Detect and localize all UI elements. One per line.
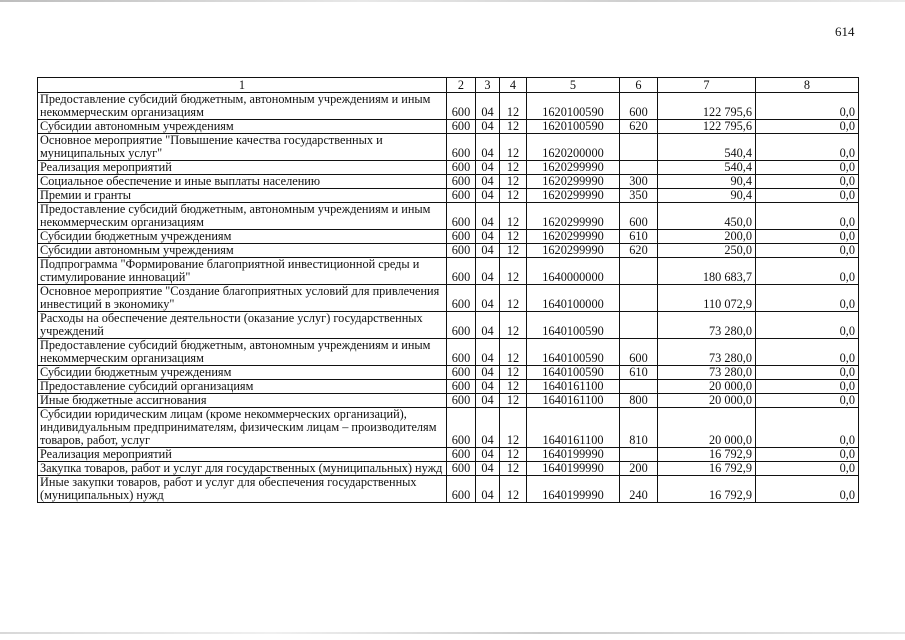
- cell-col4: 12: [500, 120, 527, 134]
- cell-amount: 90,4: [658, 189, 756, 203]
- cell-col4: 12: [500, 312, 527, 339]
- cell-target-code: 1620299990: [527, 230, 620, 244]
- cell-col3: 04: [476, 448, 500, 462]
- table-row: [38, 120, 859, 134]
- cell-col3: 04: [476, 203, 500, 230]
- cell-amount: 250,0: [658, 244, 756, 258]
- cell-amount: 16 792,9: [658, 476, 756, 503]
- cell-item-name: Основное мероприятие "Создание благоприятных условий для привлечения инвестиций в экономику": [38, 285, 447, 312]
- cell-expense-type: 800: [620, 394, 658, 408]
- cell-col2: 600: [447, 339, 476, 366]
- table-row: [38, 339, 859, 366]
- table-row: [38, 244, 859, 258]
- cell-item-name: Предоставление субсидий бюджетным, автономным учреждениям и иным некоммерческим организациям: [38, 93, 447, 120]
- page-number: 614: [835, 24, 855, 39]
- table-row: [38, 394, 859, 408]
- cell-col4: 12: [500, 285, 527, 312]
- cell-col8: 0,0: [756, 175, 859, 189]
- cell-col8: 0,0: [756, 476, 859, 503]
- cell-expense-type: 610: [620, 366, 658, 380]
- cell-col8: 0,0: [756, 408, 859, 448]
- table-row: [38, 230, 859, 244]
- cell-item-name: Субсидии автономным учреждениям: [38, 120, 447, 134]
- cell-col2: 600: [447, 366, 476, 380]
- header-cell: 2: [447, 78, 476, 93]
- cell-col3: 04: [476, 93, 500, 120]
- cell-col4: 12: [500, 339, 527, 366]
- cell-expense-type: [620, 448, 658, 462]
- cell-col2: 600: [447, 408, 476, 448]
- cell-col2: 600: [447, 175, 476, 189]
- cell-item-name: Предоставление субсидий бюджетным, автономным учреждениям и иным некоммерческим организациям: [38, 339, 447, 366]
- cell-col2: 600: [447, 203, 476, 230]
- cell-col2: 600: [447, 189, 476, 203]
- cell-item-name: Иные закупки товаров, работ и услуг для обеспечения государственных (муниципальных) нужд: [38, 476, 447, 503]
- cell-col8: 0,0: [756, 161, 859, 175]
- cell-expense-type: 600: [620, 203, 658, 230]
- cell-amount: 73 280,0: [658, 339, 756, 366]
- scan-edge-top: [0, 0, 905, 2]
- cell-expense-type: [620, 285, 658, 312]
- cell-col2: 600: [447, 476, 476, 503]
- cell-col4: 12: [500, 462, 527, 476]
- table-row: [38, 203, 859, 230]
- table-row: [38, 408, 859, 448]
- cell-col3: 04: [476, 366, 500, 380]
- header-cell: 3: [476, 78, 500, 93]
- cell-item-name: Закупка товаров, работ и услуг для государственных (муниципальных) нужд: [38, 462, 447, 476]
- cell-amount: 180 683,7: [658, 258, 756, 285]
- cell-expense-type: 350: [620, 189, 658, 203]
- cell-col4: 12: [500, 189, 527, 203]
- cell-col2: 600: [447, 161, 476, 175]
- cell-col4: 12: [500, 366, 527, 380]
- cell-target-code: 1620299990: [527, 189, 620, 203]
- cell-col3: 04: [476, 394, 500, 408]
- cell-expense-type: 810: [620, 408, 658, 448]
- cell-target-code: 1620100590: [527, 93, 620, 120]
- cell-item-name: Субсидии юридическим лицам (кроме некоммерческих организаций), индивидуальным предпринимателям, физическим лицам – производителям товаров, работ, услуг: [38, 408, 447, 448]
- cell-expense-type: 620: [620, 120, 658, 134]
- cell-col3: 04: [476, 175, 500, 189]
- cell-col4: 12: [500, 203, 527, 230]
- cell-col4: 12: [500, 134, 527, 161]
- header-cell: 6: [620, 78, 658, 93]
- header-cell: 7: [658, 78, 756, 93]
- table-row: [38, 366, 859, 380]
- cell-target-code: 1640199990: [527, 448, 620, 462]
- cell-col2: 600: [447, 134, 476, 161]
- cell-target-code: 1620299990: [527, 244, 620, 258]
- cell-col8: 0,0: [756, 258, 859, 285]
- table-row: [38, 462, 859, 476]
- cell-col2: 600: [447, 394, 476, 408]
- budget-table-body: [38, 78, 859, 503]
- table-row: [38, 161, 859, 175]
- cell-target-code: 1620200000: [527, 134, 620, 161]
- cell-col2: 600: [447, 312, 476, 339]
- cell-item-name: Субсидии бюджетным учреждениям: [38, 366, 447, 380]
- table-row: [38, 93, 859, 120]
- cell-item-name: Социальное обеспечение и иные выплаты населению: [38, 175, 447, 189]
- cell-col8: 0,0: [756, 203, 859, 230]
- cell-col2: 600: [447, 120, 476, 134]
- cell-expense-type: 240: [620, 476, 658, 503]
- cell-col8: 0,0: [756, 312, 859, 339]
- cell-amount: 20 000,0: [658, 408, 756, 448]
- cell-target-code: 1640000000: [527, 258, 620, 285]
- table-row: [38, 476, 859, 503]
- cell-expense-type: 610: [620, 230, 658, 244]
- table-row: [38, 285, 859, 312]
- header-cell: 8: [756, 78, 859, 93]
- cell-target-code: 1620100590: [527, 120, 620, 134]
- cell-amount: 450,0: [658, 203, 756, 230]
- cell-col4: 12: [500, 230, 527, 244]
- cell-col3: 04: [476, 258, 500, 285]
- cell-item-name: Субсидии автономным учреждениям: [38, 244, 447, 258]
- header-cell: 5: [527, 78, 620, 93]
- cell-col2: 600: [447, 380, 476, 394]
- cell-col2: 600: [447, 230, 476, 244]
- cell-col8: 0,0: [756, 120, 859, 134]
- cell-expense-type: [620, 380, 658, 394]
- cell-expense-type: [620, 258, 658, 285]
- cell-amount: 110 072,9: [658, 285, 756, 312]
- cell-col4: 12: [500, 394, 527, 408]
- cell-col8: 0,0: [756, 462, 859, 476]
- cell-col8: 0,0: [756, 394, 859, 408]
- cell-item-name: Премии и гранты: [38, 189, 447, 203]
- cell-item-name: Реализация мероприятий: [38, 448, 447, 462]
- cell-expense-type: 620: [620, 244, 658, 258]
- cell-col4: 12: [500, 476, 527, 503]
- cell-col4: 12: [500, 380, 527, 394]
- cell-col8: 0,0: [756, 285, 859, 312]
- cell-col8: 0,0: [756, 134, 859, 161]
- cell-item-name: Подпрограмма "Формирование благоприятной инвестиционной среды и стимулирование инноваций": [38, 258, 447, 285]
- cell-amount: 73 280,0: [658, 366, 756, 380]
- scan-edge-bottom: [0, 632, 905, 634]
- cell-amount: 122 795,6: [658, 120, 756, 134]
- cell-amount: 122 795,6: [658, 93, 756, 120]
- cell-col3: 04: [476, 134, 500, 161]
- cell-col8: 0,0: [756, 380, 859, 394]
- cell-col4: 12: [500, 258, 527, 285]
- cell-target-code: 1620299990: [527, 175, 620, 189]
- cell-col3: 04: [476, 285, 500, 312]
- table-row: [38, 312, 859, 339]
- cell-item-name: Предоставление субсидий организациям: [38, 380, 447, 394]
- cell-col2: 600: [447, 285, 476, 312]
- cell-target-code: 1640161100: [527, 394, 620, 408]
- cell-expense-type: [620, 161, 658, 175]
- budget-table: [37, 77, 859, 503]
- cell-col4: 12: [500, 175, 527, 189]
- cell-amount: 540,4: [658, 134, 756, 161]
- cell-col3: 04: [476, 339, 500, 366]
- table-row: [38, 189, 859, 203]
- cell-col4: 12: [500, 161, 527, 175]
- cell-expense-type: 200: [620, 462, 658, 476]
- cell-amount: 16 792,9: [658, 448, 756, 462]
- cell-col8: 0,0: [756, 230, 859, 244]
- cell-col8: 0,0: [756, 366, 859, 380]
- cell-col8: 0,0: [756, 189, 859, 203]
- cell-target-code: 1620299990: [527, 161, 620, 175]
- cell-target-code: 1640161100: [527, 380, 620, 394]
- cell-amount: 16 792,9: [658, 462, 756, 476]
- cell-col4: 12: [500, 448, 527, 462]
- cell-target-code: 1640100590: [527, 366, 620, 380]
- cell-col4: 12: [500, 244, 527, 258]
- cell-col4: 12: [500, 408, 527, 448]
- cell-amount: 200,0: [658, 230, 756, 244]
- table-header-row: [38, 78, 859, 93]
- cell-col3: 04: [476, 408, 500, 448]
- cell-col8: 0,0: [756, 339, 859, 366]
- cell-amount: 20 000,0: [658, 380, 756, 394]
- cell-amount: 540,4: [658, 161, 756, 175]
- cell-col3: 04: [476, 476, 500, 503]
- cell-expense-type: 600: [620, 339, 658, 366]
- cell-target-code: 1640199990: [527, 476, 620, 503]
- cell-item-name: Основное мероприятие "Повышение качества государственных и муниципальных услуг": [38, 134, 447, 161]
- cell-amount: 73 280,0: [658, 312, 756, 339]
- cell-item-name: Предоставление субсидий бюджетным, автономным учреждениям и иным некоммерческим организациям: [38, 203, 447, 230]
- cell-item-name: Расходы на обеспечение деятельности (оказание услуг) государственных учреждений: [38, 312, 447, 339]
- cell-col3: 04: [476, 244, 500, 258]
- cell-amount: 20 000,0: [658, 394, 756, 408]
- cell-col3: 04: [476, 189, 500, 203]
- cell-item-name: Иные бюджетные ассигнования: [38, 394, 447, 408]
- cell-item-name: Реализация мероприятий: [38, 161, 447, 175]
- cell-target-code: 1640100000: [527, 285, 620, 312]
- cell-target-code: 1640199990: [527, 462, 620, 476]
- cell-amount: 90,4: [658, 175, 756, 189]
- cell-col8: 0,0: [756, 448, 859, 462]
- table-row: [38, 134, 859, 161]
- table-row: [38, 175, 859, 189]
- cell-col2: 600: [447, 244, 476, 258]
- cell-col8: 0,0: [756, 244, 859, 258]
- cell-col4: 12: [500, 93, 527, 120]
- cell-item-name: Субсидии бюджетным учреждениям: [38, 230, 447, 244]
- cell-col2: 600: [447, 258, 476, 285]
- cell-target-code: 1640161100: [527, 408, 620, 448]
- cell-col2: 600: [447, 93, 476, 120]
- cell-col3: 04: [476, 230, 500, 244]
- table-row: [38, 258, 859, 285]
- cell-expense-type: 600: [620, 93, 658, 120]
- cell-expense-type: 300: [620, 175, 658, 189]
- cell-expense-type: [620, 312, 658, 339]
- cell-col2: 600: [447, 448, 476, 462]
- header-cell: 1: [38, 78, 447, 93]
- cell-col3: 04: [476, 161, 500, 175]
- cell-col8: 0,0: [756, 93, 859, 120]
- cell-col3: 04: [476, 380, 500, 394]
- cell-target-code: 1640100590: [527, 339, 620, 366]
- table-row: [38, 380, 859, 394]
- table-row: [38, 448, 859, 462]
- cell-col3: 04: [476, 462, 500, 476]
- cell-col3: 04: [476, 312, 500, 339]
- cell-col2: 600: [447, 462, 476, 476]
- cell-expense-type: [620, 134, 658, 161]
- header-cell: 4: [500, 78, 527, 93]
- cell-target-code: 1640100590: [527, 312, 620, 339]
- cell-col3: 04: [476, 120, 500, 134]
- cell-target-code: 1620299990: [527, 203, 620, 230]
